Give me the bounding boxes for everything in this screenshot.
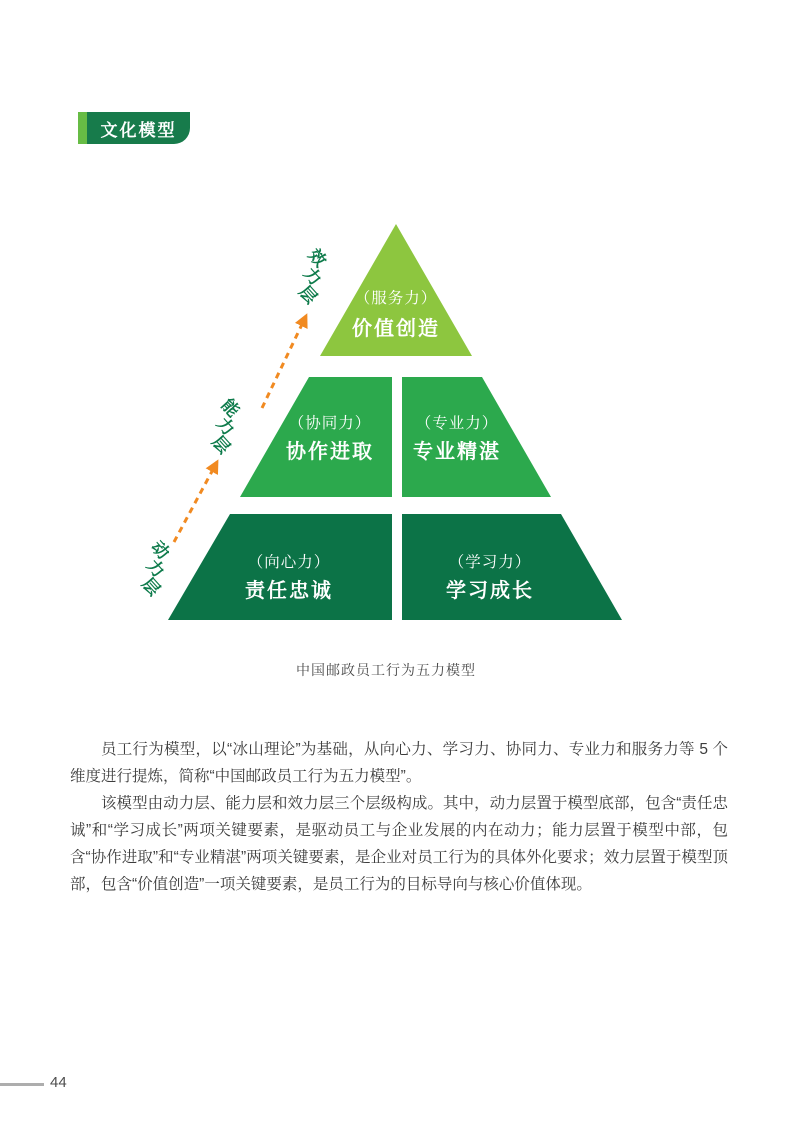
middle-left-subtitle: （协同力）	[288, 415, 372, 432]
layer-label-momentum: 动 力 层	[138, 537, 173, 600]
paragraph-structure: 该模型由动力层、能力层和效力层三个层级构成。其中，动力层置于模型底部，包含“责任忠诚”和“学习成长”两项关键要素，是驱动员工与企业发展的内在动力；能力层置于模型中部，包含“协作进取”和“专业精湛”两项关键要素，是企业对员工行为的具体外化要求；效力层置于模型顶部，包含“价值创造”一项关键要素，是员工行为的目标导向与核心价值体现。	[70, 795, 728, 893]
badge-accent-bar	[78, 112, 87, 144]
footer-rule	[0, 1083, 44, 1086]
body-text	[70, 736, 728, 898]
ascent-arrow-lower-segment	[174, 462, 217, 542]
five-force-pyramid-diagram	[0, 210, 800, 670]
layer-label-ability: 能 力 层	[208, 395, 243, 458]
pyramid-middle-right-block	[402, 377, 551, 497]
page-number: 44	[50, 1074, 67, 1091]
paragraph-intro: 员工行为模型，以“冰山理论”为基础，从向心力、学习力、协同力、专业力和服务力等 5 个维度进行提炼，简称“中国邮政员工行为五力模型”。	[70, 741, 728, 785]
middle-left-title: 协作进取	[286, 441, 374, 463]
pyramid-middle-left-block	[240, 377, 392, 497]
top-block-title: 价值创造	[352, 318, 440, 340]
middle-right-subtitle: （专业力）	[415, 415, 499, 432]
bottom-left-title: 责任忠诚	[245, 580, 333, 602]
section-badge	[78, 112, 190, 144]
layer-label-effect: 效 力 层	[295, 245, 330, 308]
section-badge-label: 文化模型	[100, 120, 177, 140]
bottom-left-subtitle: （向心力）	[247, 554, 331, 571]
middle-right-title: 专业精湛	[413, 441, 501, 463]
top-block-subtitle: （服务力）	[354, 290, 438, 307]
bottom-right-subtitle: （学习力）	[448, 554, 532, 571]
bottom-right-title: 学习成长	[446, 580, 534, 602]
diagram-caption: 中国邮政员工行为五力模型	[296, 662, 476, 678]
